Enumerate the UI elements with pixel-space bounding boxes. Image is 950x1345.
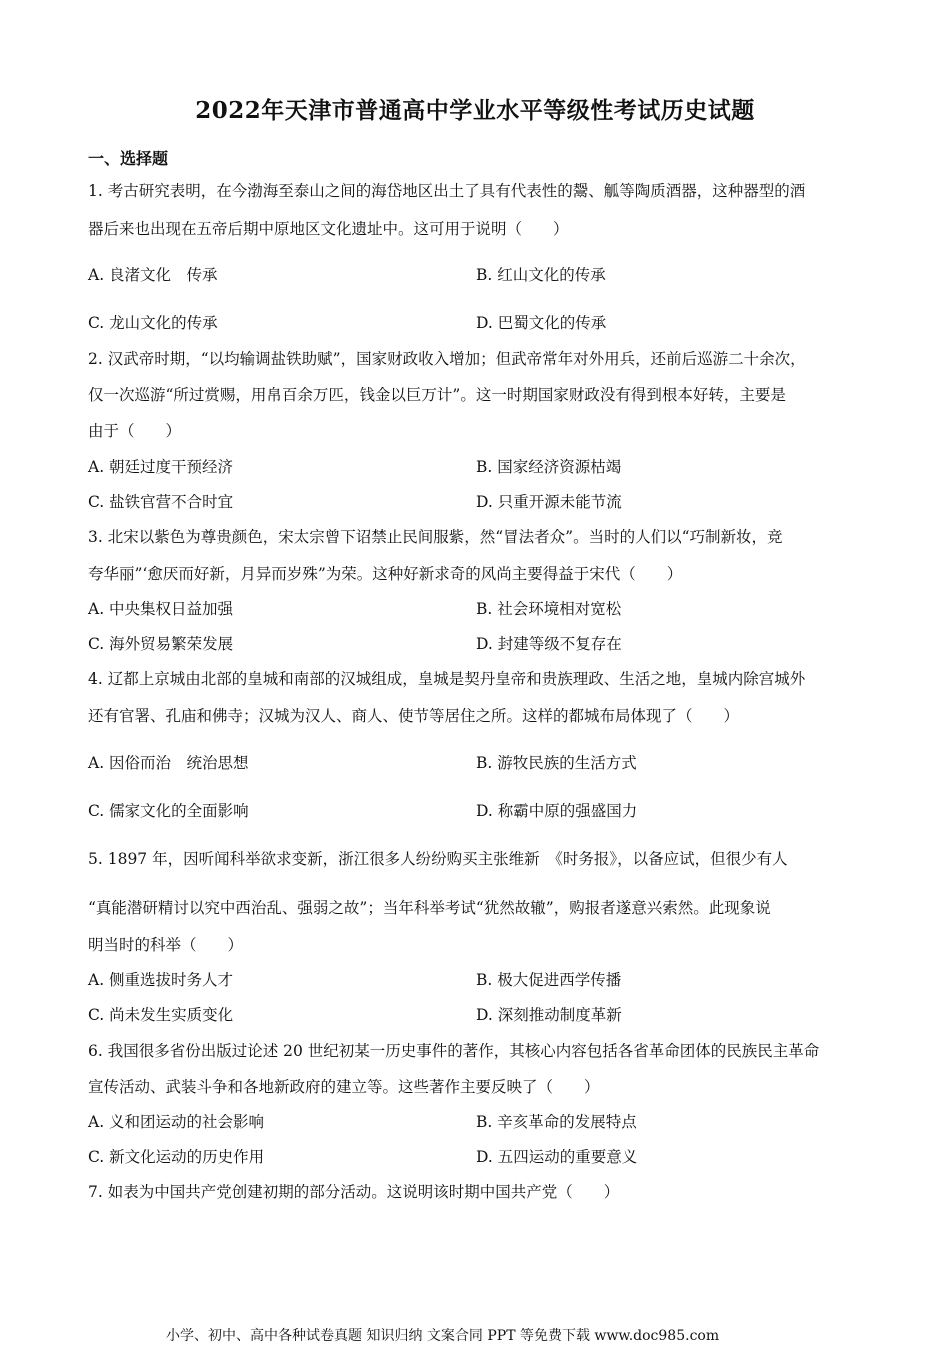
question-text-line: 夸华丽”‘愈厌而好新，月异而岁殊”为荣。这种好新求奇的风尚主要得益于宋代（ ）	[88, 565, 683, 583]
option-a: A. 义和团运动的社会影响	[88, 1113, 265, 1131]
question-text-line: 由于（ ）	[88, 422, 182, 440]
page-title: 2022年天津市普通高中学业水平等级性考试历史试题	[195, 97, 755, 124]
option-d: D. 巴蜀文化的传承	[476, 314, 607, 332]
option-c: C. 新文化运动的历史作用	[88, 1148, 265, 1166]
question-text-line: “真能潜研精讨以究中西治乱、强弱之故”；当年科举考试“犹然故辙”，购报者遂意兴索然。此现象说	[88, 899, 771, 917]
option-d: D. 封建等级不复存在	[476, 635, 622, 653]
question-text-line: 宣传活动、武装斗争和各地新政府的建立等。这些著作主要反映了（ ）	[88, 1078, 600, 1096]
option-c: C. 盐铁官营不合时宜	[88, 493, 234, 511]
option-a: A. 侧重选拔时务人才	[88, 971, 234, 989]
option-b: B. 游牧民族的生活方式	[476, 754, 637, 772]
question-text-line: 仅一次巡游“所过赏赐，用帛百余万匹，钱金以巨万计”。这一时期国家财政没有得到根本好转，主要是	[88, 386, 786, 404]
option-c: C. 龙山文化的传承	[88, 314, 218, 332]
option-b: B. 国家经济资源枯竭	[476, 458, 622, 476]
page-footer: 小学、初中、高中各种试卷真题 知识归纳 文案合同 PPT 等免费下载 www.doc985.com	[166, 1328, 720, 1344]
option-a: A. 良渚文化 传承	[88, 266, 218, 284]
option-d: D. 只重开源未能节流	[476, 493, 622, 511]
question-text-line: 1. 考古研究表明，在今渤海至泰山之间的海岱地区出土了具有代表性的鬶、觚等陶质酒器，这种器型的酒	[88, 182, 806, 200]
option-d: D. 五四运动的重要意义	[476, 1148, 638, 1166]
question-text-line: 器后来也出现在五帝后期中原地区文化遗址中。这可用于说明（ ）	[88, 220, 569, 238]
section-heading: 一、选择题	[88, 149, 169, 168]
question-text-line: 2. 汉武帝时期，“以均输调盐铁助赋”，国家财政收入增加；但武帝常年对外用兵，还前后巡游二十余次，	[88, 350, 806, 368]
question-text-line: 7. 如表为中国共产党创建初期的部分活动。这说明该时期中国共产党（ ）	[88, 1183, 620, 1201]
option-a: A. 中央集权日益加强	[88, 600, 234, 618]
option-b: B. 社会环境相对宽松	[476, 600, 622, 618]
option-c: C. 儒家文化的全面影响	[88, 802, 249, 820]
option-a: A. 朝廷过度干预经济	[88, 458, 234, 476]
option-a: A. 因俗而治 统治思想	[88, 754, 249, 772]
option-c: C. 尚未发生实质变化	[88, 1006, 234, 1024]
question-text-line: 还有官署、孔庙和佛寺；汉城为汉人、商人、使节等居住之所。这样的都城布局体现了（ ）	[88, 707, 740, 725]
question-text-line: 3. 北宋以紫色为尊贵颜色，宋太宗曾下诏禁止民间服紫，然“冒法者众”。当时的人们以“巧制新妆，竞	[88, 528, 783, 546]
option-b: B. 辛亥革命的发展特点	[476, 1113, 637, 1131]
option-c: C. 海外贸易繁荣发展	[88, 635, 234, 653]
option-b: B. 极大促进西学传播	[476, 971, 622, 989]
question-text-line: 明当时的科举（ ）	[88, 936, 244, 954]
question-text-line: 4. 辽都上京城由北部的皇城和南部的汉城组成，皇城是契丹皇帝和贵族理政、生活之地，皇城内除宫城外	[88, 670, 806, 688]
option-b: B. 红山文化的传承	[476, 266, 606, 284]
question-text-line: 6. 我国很多省份出版过论述 20 世纪初某一历史事件的著作，其核心内容包括各省革命团体的民族民主革命	[88, 1042, 820, 1060]
option-d: D. 称霸中原的强盛国力	[476, 802, 638, 820]
question-text-line: 5. 1897 年，因听闻科举欲求变新，浙江很多人纷纷购买主张维新 《时务报》，以备应试，但很少有人	[88, 850, 788, 868]
option-d: D. 深刻推动制度革新	[476, 1006, 622, 1024]
